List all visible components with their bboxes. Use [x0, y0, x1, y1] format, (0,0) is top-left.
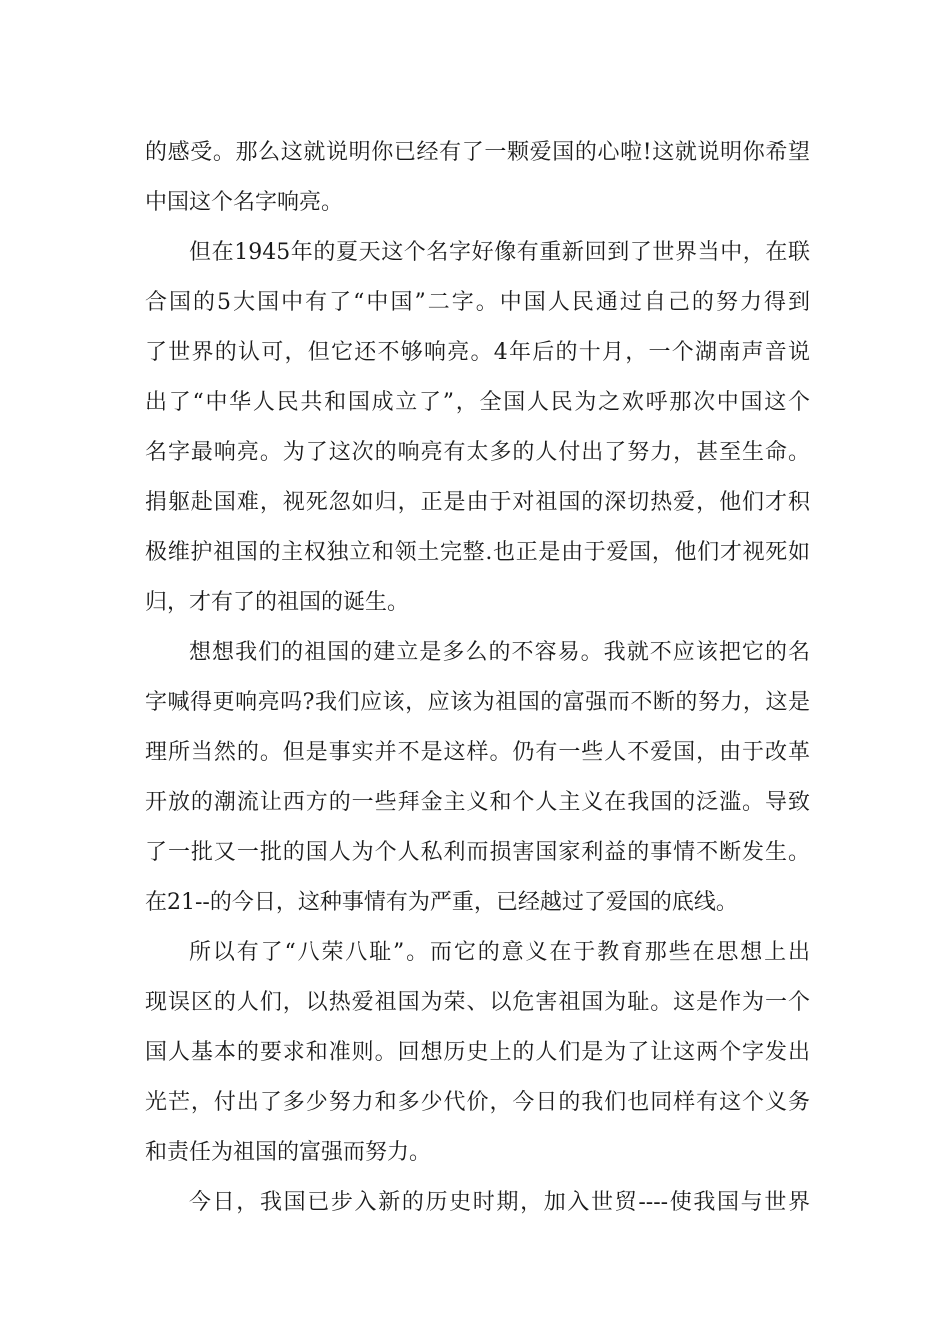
text-line: 所以有了“八荣八耻”。而它的意义在于教育那些在思想上出 — [189, 940, 810, 965]
text-line: 名字最响亮。为了这次的响亮有太多的人付出了努力，甚至生命。 — [145, 440, 810, 465]
text-line: 中国这个名字响亮。 — [145, 190, 344, 215]
text-line: 和责任为祖国的富强而努力。 — [145, 1140, 432, 1165]
text-line: 捐躯赴国难，视死忽如归，正是由于对祖国的深切热爱，他们才积 — [145, 490, 810, 515]
text-line: 理所当然的。但是事实并不是这样。仍有一些人不爱国，由于改革 — [145, 740, 810, 765]
paragraph — [145, 928, 810, 1178]
text-line: 光芒，付出了多少努力和多少代价，今日的我们也同样有这个义务 — [145, 1090, 810, 1115]
text-line: 的感受。那么这就说明你已经有了一颗爱国的心啦!这就说明你希望 — [145, 140, 810, 165]
text-line: 现误区的人们，以热爱祖国为荣、以危害祖国为耻。这是作为一个 — [145, 990, 810, 1015]
paragraph — [145, 628, 810, 928]
text-line: 了一批又一批的国人为个人私利而损害国家利益的事情不断发生。 — [145, 840, 810, 865]
text-line: 字喊得更响亮吗?我们应该，应该为祖国的富强而不断的努力，这是 — [145, 690, 810, 715]
text-line: 想想我们的祖国的建立是多么的不容易。我就不应该把它的名 — [189, 640, 810, 665]
text-line: 出了“中华人民共和国成立了”，全国人民为之欢呼那次中国这个 — [145, 390, 810, 415]
text-line: 开放的潮流让西方的一些拜金主义和个人主义在我国的泛滥。导致 — [145, 790, 810, 815]
text-line: 归，才有了的祖国的诞生。 — [145, 590, 410, 615]
text-line: 了世界的认可，但它还不够响亮。4年后的十月，一个湖南声音说 — [145, 340, 810, 365]
paragraph — [145, 1178, 810, 1228]
text-line: 在21--的今日，这种事情有为严重，已经越过了爱国的底线。 — [145, 890, 738, 915]
paragraph — [145, 228, 810, 628]
text-line: 但在1945年的夏天这个名字好像有重新回到了世界当中，在联 — [189, 240, 810, 265]
text-line: 国人基本的要求和准则。回想历史上的人们是为了让这两个字发出 — [145, 1040, 810, 1065]
text-line: 今日，我国已步入新的历史时期，加入世贸----使我国与世界 — [189, 1190, 810, 1215]
text-line: 极维护祖国的主权独立和领土完整.也正是由于爱国，他们才视死如 — [145, 540, 810, 565]
paragraph — [145, 128, 810, 228]
text-line: 合国的5大国中有了“中国”二字。中国人民通过自己的努力得到 — [145, 290, 810, 315]
document-body — [145, 128, 810, 1228]
